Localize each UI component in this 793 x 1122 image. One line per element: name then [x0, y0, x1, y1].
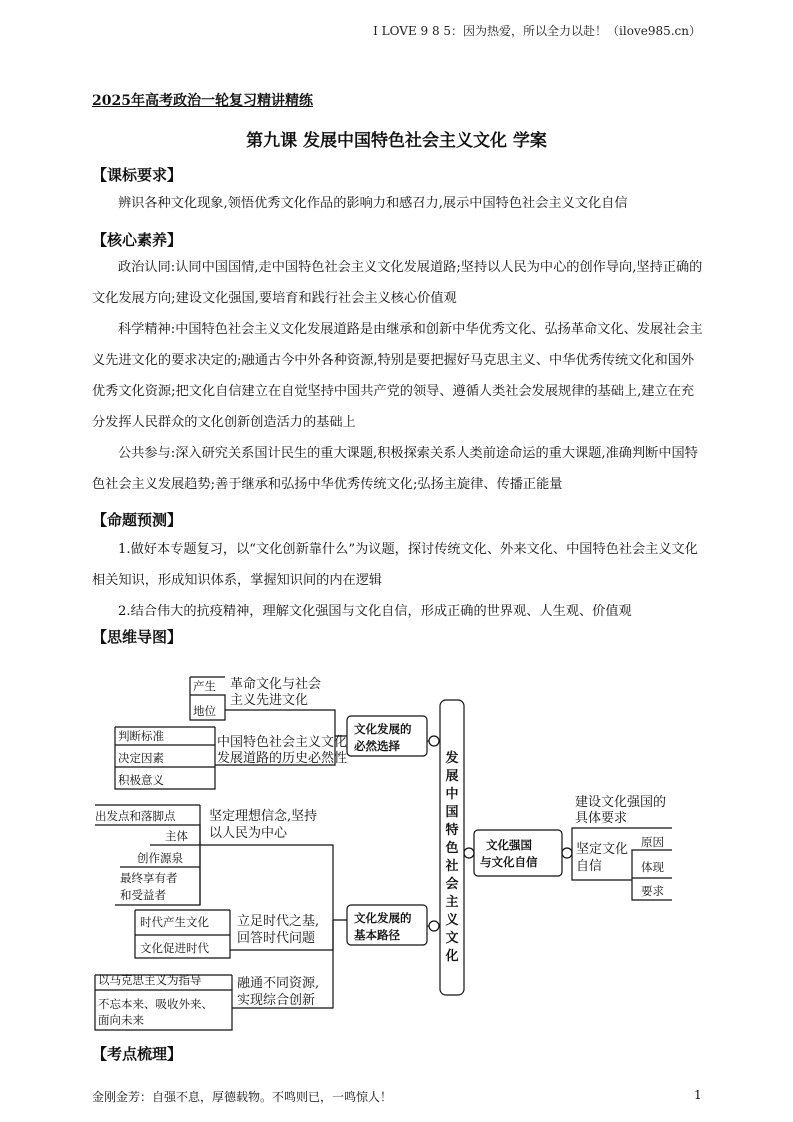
mm-center-char-1: 展: [445, 769, 459, 784]
mm-center-char-8: 主: [445, 895, 459, 910]
mingti-paragraph-2: 2.结合伟大的抗疫精神，理解文化强国与文化自信，形成正确的世界观、人生观、价值观: [118, 604, 632, 619]
mm-r2-leaf-2: 体现: [641, 860, 664, 874]
mm-r2-leaf-3: 要求: [641, 884, 664, 898]
hexin-paragraph-3: 公共参与:深入研究关系国计民生的重大课题,积极探索关系人类前途命运的重大课题,准确判断中国特色社会主义发展趋势;善于继承和弘扬中华优秀传统文化;弘扬主旋律、传播正能量: [92, 446, 698, 492]
hexin-paragraph-1: 政治认同:认同中国国情,走中国特色社会主义文化发展道路;坚持以人民为中心的创作导向,坚持正确的文化发展方向;建设文化强国,要培育和践行社会主义核心价值观: [92, 260, 703, 306]
mm-center-char-5: 色: [445, 841, 459, 856]
section-heading-kebiao: 【课标要求】: [92, 166, 183, 184]
course-title: 2025年高考政治一轮复习精讲精练: [92, 93, 313, 109]
mm-b1-leaf-1: 产生: [193, 679, 216, 693]
mingti-paragraph-1: 1.做好本专题复习，以“文化创新靠什么”为议题，探讨传统文化、外来文化、中国特色社会主义文化相关知识，形成知识体系，掌握知识间的内在逻辑: [92, 542, 698, 588]
mm-connector-3: [464, 848, 474, 858]
mm-center-char-3: 国: [445, 805, 459, 820]
mm-b4-leaf-2: 文化促进时代: [140, 941, 209, 955]
footer-motto: 金刚金芳：自强不息，厚德载物。不鸣则已，一鸣惊人！: [92, 1090, 393, 1104]
mm-r2-text-2: 自信: [576, 859, 603, 874]
mm-b5-text-1: 融通不同资源,: [237, 976, 320, 991]
mm-b3-leaf-4a: 最终享有者: [120, 871, 178, 885]
mm-b2-leaf-3: 积极意义: [118, 773, 164, 787]
mm-connector-2: [429, 921, 439, 931]
mm-b2-text-1: 中国特色社会主义文化: [217, 735, 348, 750]
section-heading-kaodian: 【考点梳理】: [92, 1045, 183, 1063]
kebiao-text: 辨识各种文化现象,领悟优秀文化作品的影响力和感召力,展示中国特色社会主义文化自信: [118, 196, 628, 211]
mm-b3-leaf-2: 主体: [165, 829, 188, 843]
mm-b5-leaf-1: 以马克思主义为指导: [98, 973, 202, 987]
mm-b5-leaf-2b: 面向未来: [98, 1013, 144, 1027]
mm-b1-text-1: 革命文化与社会: [230, 677, 322, 692]
mm-b3-leaf-4b: 和受益者: [120, 888, 166, 902]
mm-b2-text-2: 发展道路的历史必然性: [217, 751, 348, 766]
section-heading-siwei: 【思维导图】: [92, 628, 183, 646]
lesson-title: 第九课 发展中国特色社会主义文化 学案: [246, 131, 547, 151]
mm-b4-text-2: 回答时代问题: [237, 931, 316, 946]
mm-b4-text-1: 立足时代之基,: [237, 914, 320, 929]
mm-b5-text-2: 实现综合创新: [237, 993, 316, 1008]
mm-node-3-box: [474, 830, 562, 876]
mm-connector-4: [562, 848, 572, 858]
mm-b5-leaf-2a: 不忘本来、吸收外来、: [98, 997, 213, 1011]
mm-center-char-9: 义: [445, 913, 459, 928]
section-heading-mingti: 【命题预测】: [92, 511, 183, 529]
mm-b3-leaf-1: 出发点和落脚点: [95, 809, 176, 823]
section-heading-hexin: 【核心素养】: [92, 231, 183, 249]
mm-center-char-2: 中: [445, 787, 459, 802]
mm-b3-text-2: 以人民为中心: [209, 826, 288, 841]
mm-center-char-11: 化: [445, 949, 459, 964]
hexin-paragraph-2: 科学精神:中国特色社会主义文化发展道路是由继承和创新中华优秀文化、弘扬革命文化、发展社会主义先进文化的要求决定的;融通古今中外各种资源,特别是要把握好马克思主义、中华优秀传统文化和国外优秀文化资源;把文化自信建立在自觉坚持中国共产党的领导、遵循人类社会发展规律的基础上,建立在充分发挥人民群众的文化创新创造活力的基础上: [92, 322, 703, 430]
page-header: I LOVE 9 8 5：因为热爱，所以全力以赴！（ilove985.cn）: [373, 24, 701, 38]
mm-b2-leaf-1: 判断标准: [118, 729, 164, 743]
mm-node-2-title-2: 基本路径: [354, 928, 400, 942]
mm-center-char-10: 文: [445, 931, 459, 946]
mm-node-3-title-2: 与文化自信: [480, 855, 538, 869]
mm-b1-text-2: 主义先进文化: [230, 693, 309, 708]
mm-center-char-4: 特: [445, 823, 459, 838]
mm-b3-leaf-3: 创作源泉: [137, 851, 183, 865]
mm-center-char-6: 社: [445, 859, 459, 874]
mm-center-text: [444, 750, 458, 964]
mm-b2-leaf-2: 决定因素: [118, 751, 164, 765]
mm-r1-text-1: 建设文化强国的: [575, 795, 667, 810]
mm-node-1-title-1: 文化发展的: [354, 722, 412, 736]
mm-r1-text-2: 具体要求: [575, 811, 628, 826]
mm-node-3-title-1: 文化强国: [486, 838, 532, 852]
mm-center-char-7: 会: [445, 877, 459, 892]
mm-connector-1: [429, 736, 439, 746]
mm-r2-text-1: 坚定文化: [576, 842, 629, 857]
mm-b4-leaf-1: 时代产生文化: [140, 915, 209, 929]
mm-node-2-title-1: 文化发展的: [354, 911, 412, 925]
mm-node-1-title-2: 必然选择: [354, 739, 400, 753]
mm-b1-leaf-2: 地位: [193, 704, 216, 718]
page-number: 1: [694, 1088, 702, 1102]
mm-r2-leaf-1: 原因: [641, 835, 664, 849]
mm-b3-text-1: 坚定理想信念,坚持: [209, 809, 318, 824]
mm-center-char-0: 发: [445, 751, 459, 766]
